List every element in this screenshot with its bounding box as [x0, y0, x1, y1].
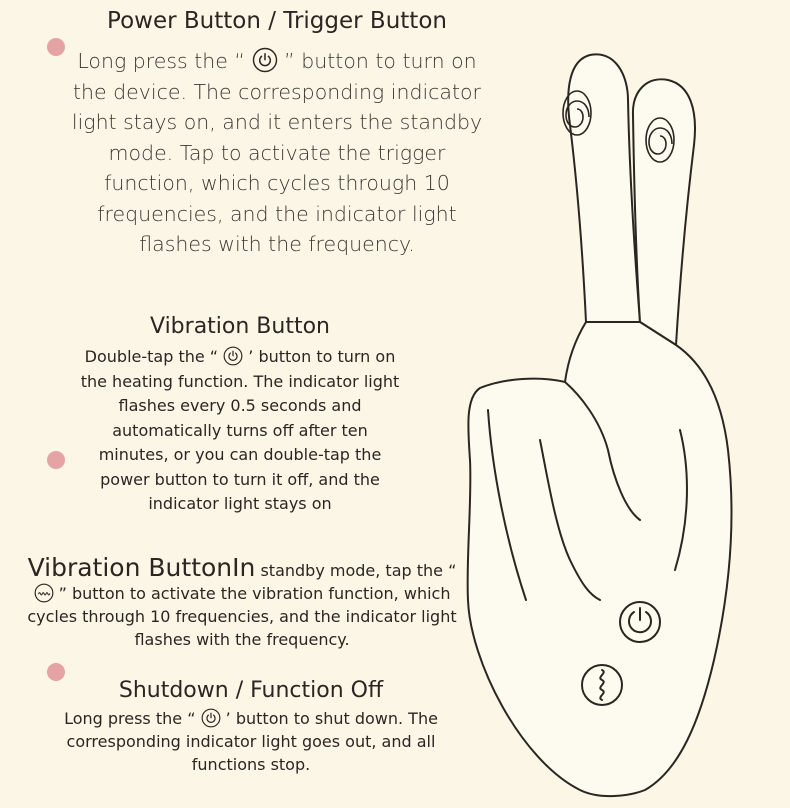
section-description: Double-tap the “ ’ button to turn on the heating function. The indicator light flashes every 0.5 seconds and automatically turns off after ten minutes, or you can double-tap the power button to turn it off, and the indicator light stays on: [80, 347, 400, 513]
spiral-icon: [646, 118, 674, 162]
vibration-button-section: [22, 553, 462, 651]
section-title: Shutdown / Function Off: [118, 678, 384, 703]
power-icon: [223, 346, 243, 366]
thumb-line: [675, 430, 687, 570]
power-icon: [201, 708, 221, 728]
right-finger: [633, 79, 695, 345]
section-title: Vibration ButtonIn: [27, 553, 256, 582]
knuckle-fold: [565, 382, 640, 520]
section-description: Long press the “ ” button to turn on the device. The corresponding indicator light stays on, and it enters the standby mode. Tap to activate the trigger function, which cycles through 10 frequencies, and the indicator light flashes with the frequency.: [71, 49, 483, 256]
left-finger: [568, 54, 640, 322]
section-title: Power Button / Trigger Button: [107, 8, 447, 34]
vibration-wave-icon: [34, 583, 54, 603]
section-title: Vibration Button: [150, 314, 330, 339]
inner-finger-fold-2: [488, 410, 526, 600]
section-description: Long press the “ ’ button to shut down. The corresponding indicator light goes out, and all functions stop.: [64, 709, 438, 774]
section-description: Vibration ButtonIn standby mode, tap the “ ” button to activate the vibration function, which cycles through 10 frequencies, and the indicator light flashes with the frequency.: [27, 553, 457, 649]
vibration-button-icon: [582, 665, 622, 705]
heating-button-section: [75, 314, 405, 517]
shutdown-section: [36, 678, 466, 776]
device-body: [468, 322, 732, 796]
spiral-icon: [563, 91, 591, 135]
power-button-icon: [620, 602, 660, 642]
inner-finger-fold: [540, 440, 600, 600]
power-button-section: [62, 8, 492, 260]
power-icon: [252, 47, 278, 73]
bullet-dot: [47, 451, 65, 469]
